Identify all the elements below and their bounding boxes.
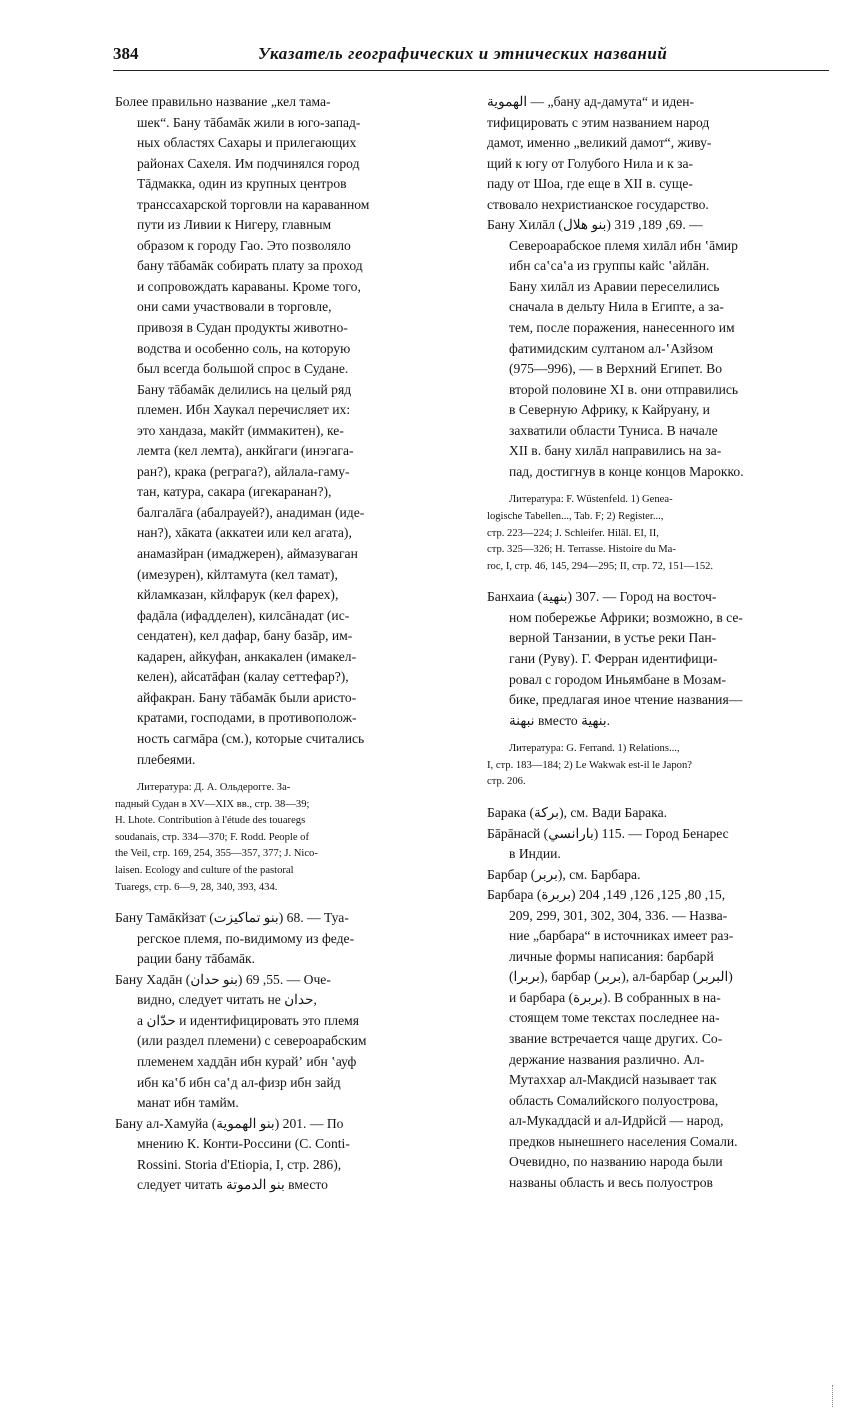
entry-banu-hadan: [115, 970, 461, 1114]
entry-banhaia: [487, 587, 828, 731]
left-column: [115, 92, 461, 1196]
text-line: паду от Шоа, где еще в XII в. суще-: [487, 176, 693, 192]
text-line: Литература: G. Ferrand. 1) Relations...,: [509, 743, 680, 755]
text-line: кадарен, айкуфан, анкакален (имакел-: [137, 648, 357, 664]
text-line: roc, I, стр. 46, 145, 294—295; II, стр. 72, 151—152.: [487, 560, 714, 572]
text-line: стр. 325—326; H. Terrasse. Histoire du Ma-: [487, 544, 676, 556]
margin-mark: [832, 1385, 841, 1407]
text-line: Бану ал-Хамуйа (بنو الهموية) 201. — По: [115, 1115, 344, 1131]
text-line: ном побережье Африки; возможно, в се-: [509, 609, 743, 625]
text-line: племенем хаддāн ибн курайʼ ибн ʽауф: [137, 1054, 357, 1070]
text-line: Бану хилāл из Аравии переселились: [509, 278, 720, 294]
text-line: Бану Хилāл (بنو هلال) 69, 189, 319. —: [487, 217, 703, 233]
text-line: тан, катура, сакара (игекаранан?),: [137, 484, 332, 500]
text-line: H. Lhote. Contribution à l'étude des touaregs: [115, 815, 306, 827]
text-line: щий к югу от Голубого Нила и к за-: [487, 155, 694, 171]
literature-hilal: [487, 492, 828, 575]
text-line: регское племя, по-видимому из феде-: [137, 930, 355, 946]
text-line: область Сомалийского полуострова,: [509, 1092, 719, 1108]
text-line: падный Судан в XV—XIX вв., стр. 38—39;: [115, 798, 310, 810]
text-line: Бану тāбамāк делились на целый ряд: [137, 381, 352, 397]
text-line: фатимидским султаном ал-ʽАзйзом: [509, 340, 714, 356]
entry-baranasi: [487, 824, 828, 865]
text-line: балгалāга (абалрауей?), анадиман (иде-: [137, 504, 365, 520]
header-rule: [113, 70, 829, 71]
text-line: ствовало нехристианское государство.: [487, 196, 709, 212]
text-line: Бāрāнасй (بارانسي) 115. — Город Бенарес: [487, 825, 729, 841]
entry-barbar: [487, 865, 828, 886]
text-line: держание названия различно. Ал-: [509, 1051, 705, 1067]
text-line: Более правильно название „кел тама-: [115, 94, 331, 109]
text-line: Барака (بركة), см. Вади Барака.: [487, 804, 668, 820]
text-line: (975—996), — в Верхний Египет. Во: [509, 361, 722, 377]
text-line: ность сагмāра (см.), которые считались: [137, 730, 365, 746]
text-line: Литература: Д. А. Ольдерогге. За-: [137, 782, 291, 794]
text-line: образом к городу Гао. Это позволяло: [137, 237, 351, 253]
text-line: предков нынешнего населения Сомали.: [509, 1133, 738, 1149]
text-line: манат ибн тамйм.: [137, 1095, 239, 1111]
text-line: Североарабское племя хилāл ибн ʽāмир: [509, 237, 738, 253]
entry-banu-tamakizat: [115, 908, 461, 970]
text-line: захватили области Туниса. В начале: [509, 422, 718, 438]
text-line: верной Танзании, в устье реки Пан-: [509, 630, 717, 646]
text-line: сначала в дельту Нила в Египте, а за-: [509, 299, 724, 315]
text-line: Литература: F. Wüstenfeld. 1) Genea-: [509, 494, 673, 506]
right-column: [487, 92, 828, 1193]
text-line: ных областях Сахары и прилегающих: [137, 135, 357, 151]
text-line: лемта (кел лемта), анкйгаги (инэгага-: [137, 443, 354, 459]
text-line: XII в. бану хилāл направились на за-: [509, 443, 722, 459]
text-line: анамазйран (имаджерен), аймазуваган: [137, 546, 358, 562]
text-line: в Индии.: [509, 846, 561, 862]
text-line: нан?), хāката (аккатеи или кел агата),: [137, 525, 352, 541]
text-line: logische Tabellen..., Tab. F; 2) Register...,: [487, 510, 664, 522]
text-line: 209, 299, 301, 302, 304, 336. — Назва-: [509, 907, 728, 923]
text-line: а حدّان и идентифицировать это племя: [137, 1012, 359, 1028]
running-title: Указатель географических и этнических названий: [258, 44, 668, 63]
text-line: мнению К. Конти-Россини (C. Conti-: [137, 1136, 350, 1152]
text-line: ние „барбара“ в источниках имеет раз-: [509, 928, 734, 944]
text-line: второй половине XI в. они отправились: [509, 381, 739, 397]
text-line: Мутаххар ал-Макдисй называет так: [509, 1072, 717, 1088]
text-line: в Северную Африку, к Кайруану, и: [509, 402, 710, 418]
text-line: стоящем томе текстах последнее на-: [509, 1010, 720, 1026]
text-line: личные формы написания: барбарй: [509, 948, 714, 964]
literature-banhaia: [487, 741, 828, 791]
text-line: привозя в Судан продукты животно-: [137, 320, 348, 336]
text-line: (или раздел племени) с североарабским: [137, 1033, 367, 1049]
text-line: стр. 206.: [487, 776, 526, 788]
text-line: фадāла (ифадделен), килсāнадат (ис-: [137, 607, 350, 623]
text-line: дамот, именно „великий дамот“, живу-: [487, 135, 712, 151]
text-line: (имезурен), кйлтамута (кел тамат),: [137, 566, 338, 582]
text-line: ал-Мукаддасй и ал-Идрйсй — народ,: [509, 1113, 724, 1129]
text-line: звание встречается чаще других. Со-: [509, 1030, 723, 1046]
text-line: кратами, господами, в противополож-: [137, 710, 357, 726]
text-line: Бану Тамāкйзат (بنو تماكيزت) 68. — Туа-: [115, 910, 349, 926]
text-line: рации бану тāбамāк.: [137, 951, 256, 967]
text-line: гани (Руву). Г. Ферран идентифици-: [509, 651, 718, 666]
text-line: soudanais, стр. 334—370; F. Rodd. People of: [115, 831, 309, 843]
text-line: районах Сахеля. Им подчинялся город: [137, 155, 360, 171]
text-line: следует читать بنو الدموتة вместо: [137, 1177, 328, 1193]
text-line: Барбара (بربرة) 15, 80, 125, 126, 149, 204,: [487, 887, 726, 903]
text-line: ибн саʽсаʽа из группы кайс ʽайлāн.: [509, 258, 710, 274]
text-line: бану тāбамāк собирать плату за проход: [137, 258, 363, 274]
text-line: транссахарской торговли на караванном: [137, 196, 370, 212]
text-line: и барбара (بربرة). В собранных в на-: [509, 989, 721, 1005]
text-line: шек“. Бану тāбамāк жили в юго-запад-: [137, 114, 361, 130]
text-line: названы область и весь полуостров: [509, 1174, 713, 1190]
entry-baraka: [487, 803, 828, 824]
text-line: ран?), крака (реграга?), айлала-гаму-: [137, 463, 350, 479]
text-line: кйламказан, кйлфарук (кел фарех),: [137, 587, 339, 603]
text-line: тем, после поражения, нанесенного им: [509, 320, 735, 336]
text-line: الهموية — „бану ад-дамута“ и иден-: [487, 94, 695, 109]
text-line: the Veil, стр. 169, 254, 355—357, 377; J. Nico-: [115, 848, 318, 860]
text-line: они сами участвовали в торговле,: [137, 299, 332, 315]
text-line: водства и особенно соль, на которую: [137, 340, 351, 356]
text-line: бике, предлагая иное чтение названия—: [509, 692, 743, 708]
text-line: Тāдмакка, один из крупных центров: [137, 176, 347, 192]
text-line: Банхаиа (بنهية) 307. — Город на восточ-: [487, 589, 717, 605]
text-line: пад, достигнув в конце концов Марокко.: [509, 463, 744, 479]
text-line: келен), айсатāфан (калау сеттефар?),: [137, 669, 349, 685]
text-line: Rossini. Storia d'Etiopia, I, стр. 286),: [137, 1156, 342, 1172]
entry-tamamak-continuation: [115, 92, 461, 770]
literature-tamamak: [115, 780, 461, 896]
text-line: сендатен), кел дафар, бану базāр, им-: [137, 628, 353, 644]
text-line: плебеями.: [137, 751, 196, 767]
text-line: Бану Хадāн (بنو حدان) 55, 69. — Оче-: [115, 971, 331, 987]
page-number: 384: [113, 44, 139, 63]
text-line: I, стр. 183—184; 2) Le Wakwak est-il le Japon?: [487, 759, 692, 771]
text-line: Очевидно, по названию народа были: [509, 1154, 723, 1170]
text-line: тифицировать с этим названием народ: [487, 114, 710, 130]
text-line: (بربرا), барбар (بربر), ал-барбар (البربر): [509, 969, 733, 985]
text-line: был всегда большой спрос в Судане.: [137, 361, 349, 377]
text-line: это хандаза, макйт (иммакитен), ке-: [137, 422, 344, 438]
text-line: и сопровождать караваны. Кроме того,: [137, 278, 361, 294]
entry-banu-hilal: [487, 215, 828, 482]
entry-barbara: [487, 885, 828, 1193]
text-line: ибн каʽб ибн саʽд ал-физр ибн зайд: [137, 1074, 341, 1090]
text-line: пути из Ливии к Нигеру, главным: [137, 217, 332, 233]
text-line: ровал с городом Иньямбане в Мозам-: [509, 671, 726, 687]
text-line: Tuaregs, стр. 6—9, 28, 340, 393, 434.: [115, 881, 278, 893]
text-line: стр. 223—224; J. Schleifer. Hilāl. EI, II,: [487, 527, 659, 539]
text-line: Барбар (بربر), см. Барбара.: [487, 866, 641, 882]
text-line: نبهنة вместо بنهية.: [509, 712, 611, 728]
entry-banu-al-hamuya: [115, 1114, 461, 1196]
text-line: племен. Ибн Хаукал перечисляет их:: [137, 402, 351, 418]
text-line: айфакран. Бану тāбамāк были аристо-: [137, 689, 357, 705]
entry-hamuya-continuation: [487, 92, 828, 215]
text-line: видно, следует читать не حدان,: [137, 992, 317, 1008]
text-line: laisen. Ecology and culture of the pastoral: [115, 865, 294, 877]
